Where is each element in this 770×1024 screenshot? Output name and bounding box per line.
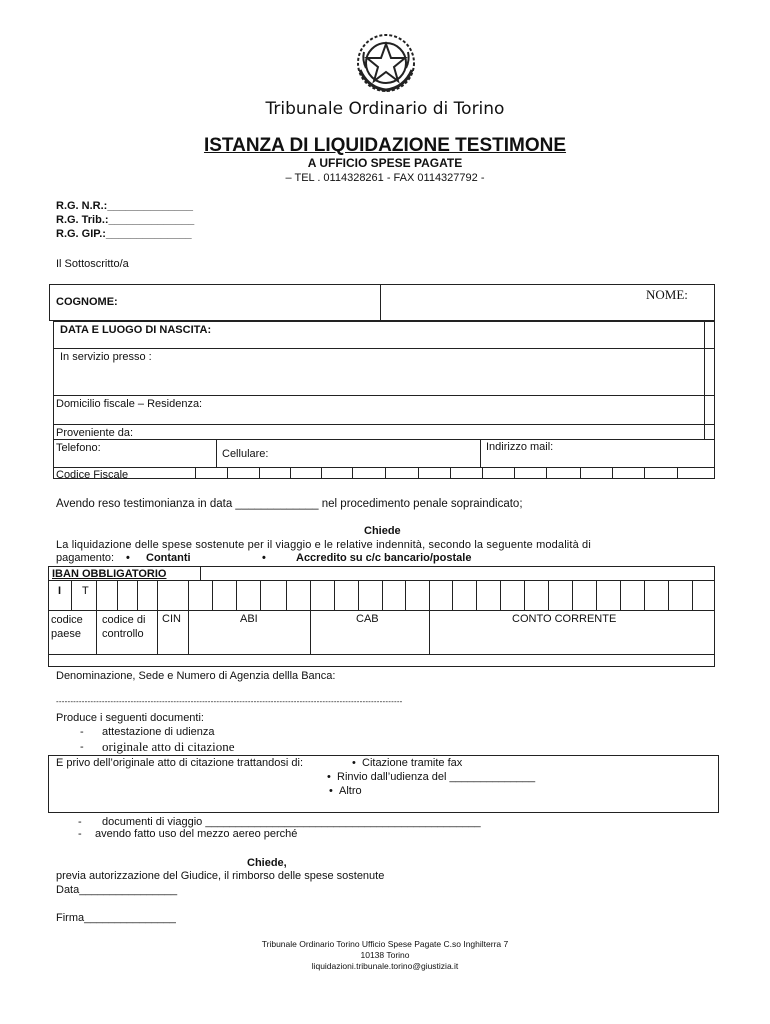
pagamento-label: pagamento: bbox=[56, 552, 115, 564]
doc-originale: originale atto di citazione bbox=[102, 739, 235, 754]
servizio-label: In servizio presso : bbox=[60, 351, 152, 363]
conto-label: CONTO CORRENTE bbox=[512, 613, 617, 625]
chiede-heading: Chiede bbox=[364, 525, 401, 537]
doc-dash: - bbox=[80, 741, 84, 753]
iban-prefix-t: T bbox=[82, 585, 89, 597]
altro-option: Altro bbox=[339, 785, 362, 797]
fax-option: Citazione tramite fax bbox=[362, 757, 463, 769]
liquidazione-text: La liquidazione delle spese sostenute per il viaggio e le relative indennità, secondo la seguente modalità di bbox=[56, 539, 591, 551]
doc-dash: - bbox=[78, 816, 82, 828]
codice-controllo-label: codice di controllo bbox=[102, 614, 146, 640]
contanti-option[interactable]: Contanti bbox=[146, 552, 191, 564]
intro-text: Il Sottoscritto/a bbox=[56, 258, 129, 270]
nome-label: NOME: bbox=[646, 287, 688, 302]
privo-text: E privo dell’originale atto di citazione trattandosi di: bbox=[56, 757, 304, 769]
footer-address: Tribunale Ordinario Torino Ufficio Spese Pagate C.so Inghilterra 7 bbox=[261, 939, 509, 949]
page-title: ISTANZA DI LIQUIDAZIONE TESTIMONE bbox=[203, 135, 567, 156]
footer-email[interactable]: liquidazioni.tribunale.torino@giustizia.it bbox=[311, 961, 459, 971]
telefono-label: Telefono: bbox=[56, 442, 101, 454]
nascita-label: DATA E LUOGO DI NASCITA: bbox=[60, 324, 212, 336]
accredito-bullet: • bbox=[262, 552, 266, 564]
banca-label: Denominazione, Sede e Numero di Agenzia dellla Banca: bbox=[56, 670, 336, 682]
footer-city: 10138 Torino bbox=[360, 950, 410, 960]
doc-dash: - bbox=[78, 828, 82, 840]
codice-paese-label: codice paese bbox=[51, 614, 83, 640]
cellulare-label: Cellulare: bbox=[222, 448, 269, 460]
rinvio-bullet: • bbox=[327, 771, 331, 783]
page-subtitle: A UFFICIO SPESE PAGATE bbox=[307, 156, 463, 170]
contanti-bullet: • bbox=[126, 552, 130, 564]
cognome-nome-row bbox=[49, 284, 715, 321]
ref-rgtrib: R.G. Trib.:______________ bbox=[56, 214, 195, 226]
iban-title: IBAN OBBLIGATORIO bbox=[52, 568, 167, 580]
iban-prefix-i: I bbox=[58, 585, 62, 597]
accredito-option[interactable]: Accredito su c/c bancario/postale bbox=[296, 552, 472, 564]
fax-bullet: • bbox=[352, 757, 356, 769]
ref-rgnr: R.G. N.R.:______________ bbox=[56, 200, 193, 212]
testimony-text: Avendo reso testimonianza in data _____________ nel procedimento penale sopraindicato; bbox=[56, 498, 523, 510]
mail-label: Indirizzo mail: bbox=[486, 441, 554, 453]
chiede-heading-2: Chiede, bbox=[247, 857, 287, 869]
cab-label: CAB bbox=[356, 613, 379, 625]
doc-dash: - bbox=[80, 726, 84, 738]
doc-attestazione: attestazione di udienza bbox=[102, 726, 215, 738]
contacts: – TEL . 0114328261 - FAX 0114327792 - bbox=[285, 172, 485, 184]
rimborso-text: previa autorizzazione del Giudice, il rimborso delle spese sostenute bbox=[56, 870, 385, 882]
firma-field[interactable]: Firma_______________ bbox=[56, 912, 176, 924]
doc-viaggio: documenti di viaggio _____________________________________________ bbox=[102, 816, 481, 828]
rinvio-option: Rinvio dall’udienza del ______________ bbox=[337, 771, 536, 783]
altro-bullet: • bbox=[329, 785, 333, 797]
cin-label: CIN bbox=[162, 613, 181, 625]
domicilio-label: Domicilio fiscale – Residenza: bbox=[56, 398, 203, 410]
produce-label: Produce i seguenti documenti: bbox=[56, 712, 204, 724]
data-field[interactable]: Data________________ bbox=[56, 884, 178, 896]
abi-label: ABI bbox=[240, 613, 258, 625]
cognome-label: COGNOME: bbox=[56, 296, 118, 308]
proveniente-label: Proveniente da: bbox=[56, 427, 134, 439]
republic-emblem-icon bbox=[354, 30, 418, 94]
dashed-separator: ------------------------------------------------------------------------------------------------------------------------- bbox=[56, 697, 403, 706]
ref-rggip: R.G. GIP.:______________ bbox=[56, 228, 192, 240]
codice-fiscale-label: Codice Fiscale bbox=[56, 469, 129, 481]
court-name: Tribunale Ordinario di Torino bbox=[265, 99, 505, 119]
doc-aereo: avendo fatto uso del mezzo aereo perché bbox=[95, 828, 298, 840]
